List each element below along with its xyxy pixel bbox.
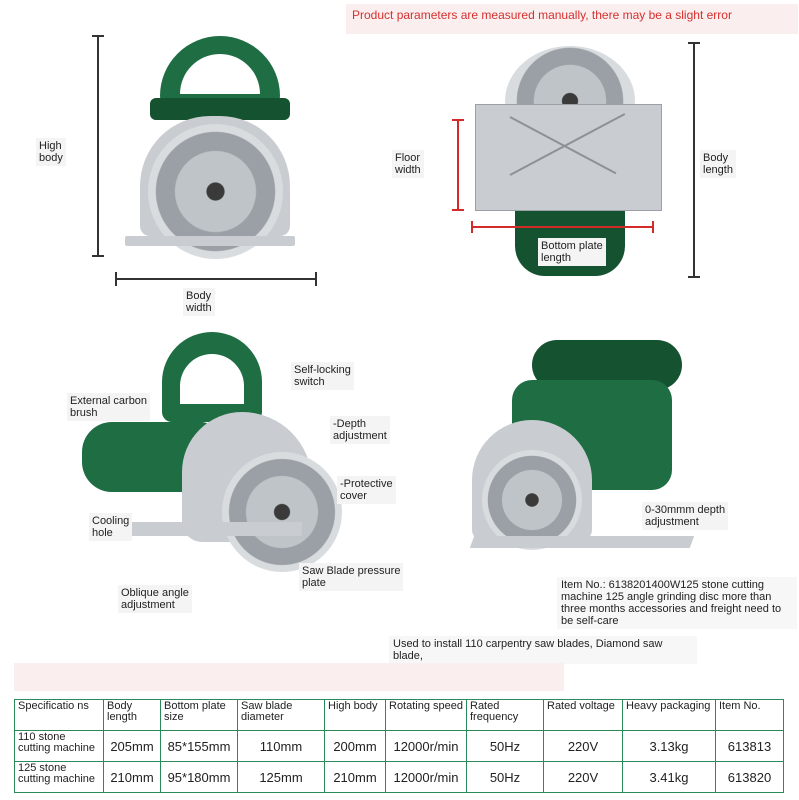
table-cell: 613820 — [716, 762, 784, 793]
header-cell: Rated frequency — [467, 700, 544, 731]
tool-parts-view — [82, 332, 322, 582]
tool-depth-view — [462, 340, 702, 570]
high-body-label: High body — [36, 138, 66, 166]
table-cell: 12000r/min — [386, 731, 467, 762]
table-cell: 12000r/min — [386, 762, 467, 793]
table-cell: 50Hz — [467, 731, 544, 762]
table-cell: 85*155mm — [161, 731, 238, 762]
table-cell: 95*180mm — [161, 762, 238, 793]
section-band — [14, 663, 564, 691]
body-width-label: Body width — [183, 288, 215, 316]
header-cell: Heavy packaging — [623, 700, 716, 731]
table-cell: 220V — [544, 731, 623, 762]
body-length-label: Body length — [700, 150, 736, 178]
header-cell: Bottom plate size — [161, 700, 238, 731]
body-length-dim-line — [693, 43, 695, 277]
header-cell: Specificatio ns — [15, 700, 104, 731]
bottom-plate-length-label: Bottom plate length — [538, 238, 606, 266]
floor-width-dim-line — [457, 120, 459, 210]
spec-table — [14, 699, 784, 793]
protective-cover-label: -Protective cover — [337, 476, 396, 504]
height-dim-line — [97, 36, 99, 256]
table-cell: 220V — [544, 762, 623, 793]
table-cell: 205mm — [104, 731, 161, 762]
install-note: Used to install 110 carpentry saw blades, Diamond saw blade, — [389, 636, 697, 664]
depth-adjustment-label: -Depth adjustment — [330, 416, 390, 444]
table-cell: 110 stone cutting machine — [15, 731, 104, 762]
item-note: Item No.: 6138201400W125 stone cutting machine 125 angle grinding disc more than three months accessories and freight need to be self-care — [557, 577, 797, 629]
header-cell: Rated voltage — [544, 700, 623, 731]
table-cell: 613813 — [716, 731, 784, 762]
table-cell: 110mm — [238, 731, 325, 762]
oblique-angle-label: Oblique angle adjustment — [118, 585, 192, 613]
depth-range-label: 0-30mmm depth adjustment — [642, 502, 728, 530]
header-cell: Body length — [104, 700, 161, 731]
table-cell: 210mm — [104, 762, 161, 793]
cooling-hole-label: Cooling hole — [89, 513, 132, 541]
header-cell: Rotating speed — [386, 700, 467, 731]
self-locking-switch-label: Self-locking switch — [291, 362, 354, 390]
table-row — [15, 731, 784, 762]
table-row — [15, 762, 784, 793]
bottom-plate-dim-line — [472, 226, 654, 228]
header-cell: Item No. — [716, 700, 784, 731]
table-cell: 3.41kg — [623, 762, 716, 793]
width-dim-line — [115, 278, 317, 280]
table-cell: 3.13kg — [623, 731, 716, 762]
table-cell: 125 stone cutting machine — [15, 762, 104, 793]
header-cell: Saw blade diameter — [238, 700, 325, 731]
saw-blade-plate-label: Saw Blade pressure plate — [299, 563, 403, 591]
header-cell: High body — [325, 700, 386, 731]
table-cell: 210mm — [325, 762, 386, 793]
table-cell: 200mm — [325, 731, 386, 762]
floor-width-label: Floor width — [392, 150, 424, 178]
measurement-notice: Product parameters are measured manually, there may be a slight error — [346, 4, 798, 34]
table-header-row — [15, 700, 784, 731]
table-cell: 125mm — [238, 762, 325, 793]
table-cell: 50Hz — [467, 762, 544, 793]
tool-side-view — [120, 36, 310, 256]
carbon-brush-label: External carbon brush — [67, 393, 150, 421]
